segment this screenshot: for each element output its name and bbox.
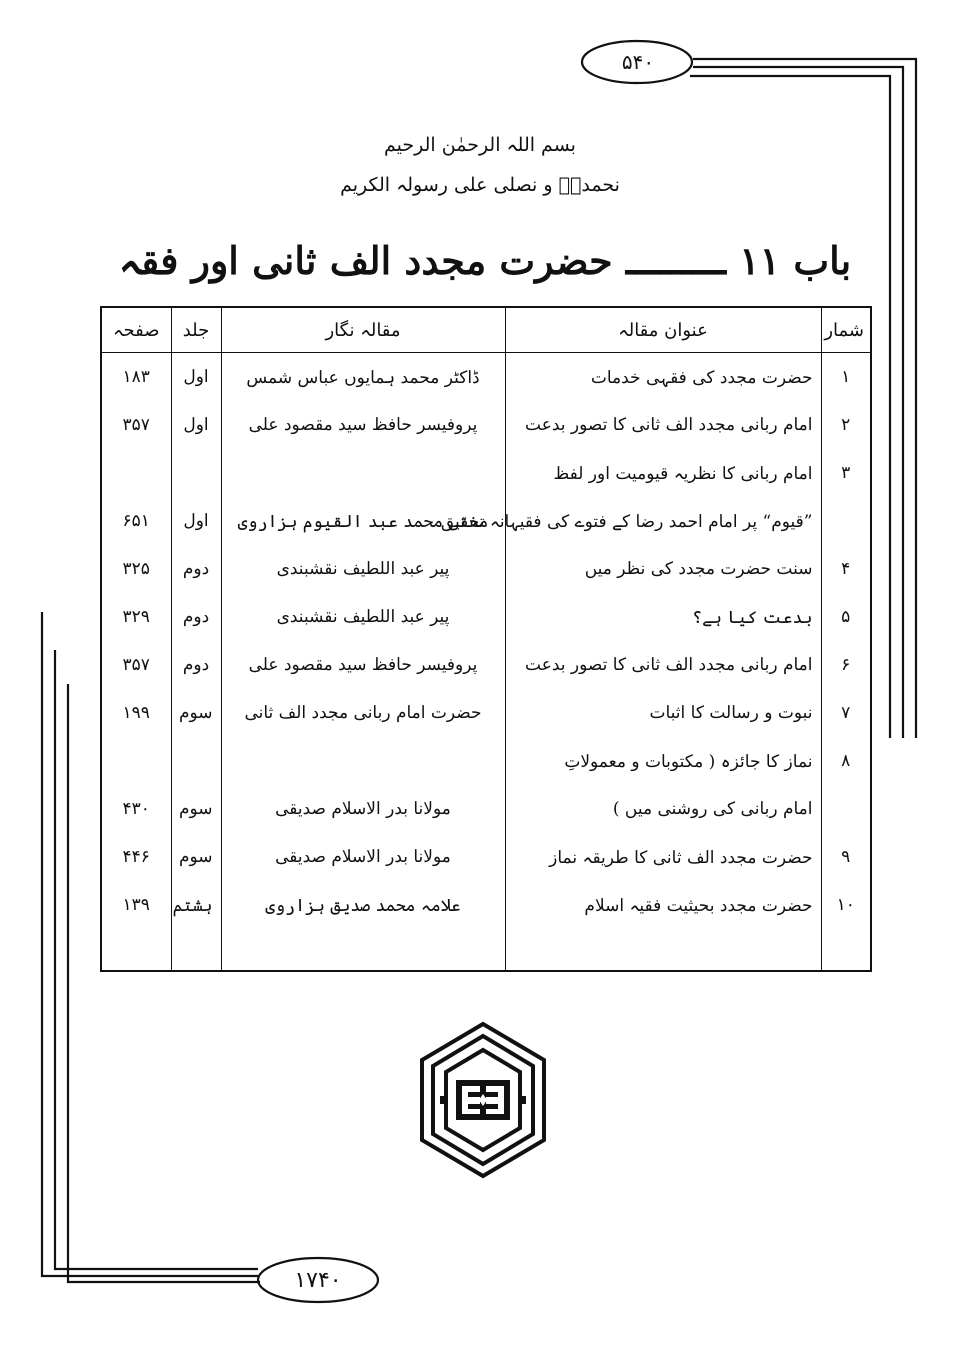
cell-page: ۴۳۰ xyxy=(101,785,171,833)
cell-number: ۱۰ xyxy=(821,881,871,929)
chapter-heading xyxy=(100,238,870,283)
header-number: شمار xyxy=(821,307,871,353)
cell-volume: سوم xyxy=(171,833,221,881)
table-filler-row xyxy=(101,929,871,971)
cell-volume: اول xyxy=(171,497,221,545)
cell-title: امام ربانی کی روشنی میں ) xyxy=(505,785,821,833)
filler-cell xyxy=(101,929,171,971)
filler-cell xyxy=(171,929,221,971)
cell-author xyxy=(221,737,505,785)
cell-title: سنت حضرت مجدد کی نظر میں xyxy=(505,545,821,593)
cell-title: بدعت کیا ہے؟ xyxy=(505,593,821,641)
cell-page: ۱۳۹ xyxy=(101,881,171,929)
cell-author: پروفیسر حافظ سید مقصود علی xyxy=(221,641,505,689)
cell-page: ۱۹۹ xyxy=(101,689,171,737)
cell-number: ۵ xyxy=(821,593,871,641)
cell-title: نماز کا جائزہ ( مکتوبات و معمولاتِ xyxy=(505,737,821,785)
cell-volume: دوم xyxy=(171,593,221,641)
cell-page: ۱۸۳ xyxy=(101,353,171,402)
table-row xyxy=(101,497,871,545)
cell-page xyxy=(101,449,171,497)
cell-author xyxy=(221,449,505,497)
header-volume: جلد xyxy=(171,307,221,353)
cell-author: پیر عبد اللطیف نقشبندی xyxy=(221,593,505,641)
cell-volume: دوم xyxy=(171,545,221,593)
cell-title: نبوت و رسالت کا اثبات xyxy=(505,689,821,737)
kufic-hexagon-emblem-icon xyxy=(416,1020,550,1180)
cell-number: ۱ xyxy=(821,353,871,402)
cell-number: ۴ xyxy=(821,545,871,593)
cell-number: ۸ xyxy=(821,737,871,785)
chapter-label: باب ۱۱ xyxy=(739,238,852,283)
cell-number xyxy=(821,785,871,833)
header-author: مقالہ نگار xyxy=(221,307,505,353)
cell-number: ۶ xyxy=(821,641,871,689)
articles-table xyxy=(100,306,872,972)
table-header-row xyxy=(101,307,871,353)
cell-title: حضرت مجدد کی فقہی خدمات xyxy=(505,353,821,402)
filler-cell xyxy=(221,929,505,971)
cell-title: حضرت مجدد بحیثیت فقیہ اسلام xyxy=(505,881,821,929)
table-row xyxy=(101,785,871,833)
cell-author: ڈاکٹر محمد ہمایوں عباس شمس xyxy=(221,353,505,402)
chapter-title: حضرت مجدد الف ثانی اور فقہ xyxy=(118,238,613,283)
filler-cell xyxy=(505,929,821,971)
table-row xyxy=(101,401,871,449)
cell-title: امام ربانی مجدد الف ثانی کا تصور بدعت xyxy=(505,401,821,449)
cell-title: امام ربانی مجدد الف ثانی کا تصور بدعت xyxy=(505,641,821,689)
cell-page: ۳۵۷ xyxy=(101,641,171,689)
cell-author: پیر عبد اللطیف نقشبندی xyxy=(221,545,505,593)
cell-page xyxy=(101,737,171,785)
header-title: عنوان مقالہ xyxy=(505,307,821,353)
cell-volume xyxy=(171,449,221,497)
salutation: نحمدہٗ و نصلی علی رسولہ الکریم xyxy=(340,174,620,196)
cell-volume: دوم xyxy=(171,641,221,689)
chapter-dash: ـــــــــ xyxy=(625,238,727,283)
cell-volume: ہشتم xyxy=(171,881,221,929)
cell-title: امام ربانی کا نظریہ قیومیت اور لفظ xyxy=(505,449,821,497)
cell-number: ۹ xyxy=(821,833,871,881)
cell-volume: سوم xyxy=(171,785,221,833)
table-row xyxy=(101,353,871,402)
cell-page: ۳۲۵ xyxy=(101,545,171,593)
cell-author: علامہ محمد صدیق ہزاروی xyxy=(221,881,505,929)
cell-author: مولانا بدر الاسلام صدیقی xyxy=(221,785,505,833)
cell-title: ”قیوم“ پر امام احمد رضا کے فتوے کی فقیہانہ تحقیق xyxy=(505,497,821,545)
cell-volume: اول xyxy=(171,401,221,449)
cell-author: مفتی محمد عبد القیوم ہزاروی xyxy=(221,497,505,545)
table-row xyxy=(101,689,871,737)
cell-number xyxy=(821,497,871,545)
cell-volume: اول xyxy=(171,353,221,402)
page-number-bottom: ۱۷۴۰ xyxy=(294,1267,342,1293)
cell-title: حضرت مجدد الف ثانی کا طریقہ نماز xyxy=(505,833,821,881)
cell-page: ۶۵۱ xyxy=(101,497,171,545)
cell-page: ۴۴۶ xyxy=(101,833,171,881)
cell-page: ۳۵۷ xyxy=(101,401,171,449)
header-page: صفحہ xyxy=(101,307,171,353)
cell-author: مولانا بدر الاسلام صدیقی xyxy=(221,833,505,881)
filler-cell xyxy=(821,929,871,971)
table-row xyxy=(101,881,871,929)
cell-page: ۳۲۹ xyxy=(101,593,171,641)
table-row xyxy=(101,449,871,497)
table-row xyxy=(101,545,871,593)
cell-author: پروفیسر حافظ سید مقصود علی xyxy=(221,401,505,449)
table-row xyxy=(101,593,871,641)
table-row xyxy=(101,641,871,689)
cell-volume xyxy=(171,737,221,785)
bismillah: بسم اللہ الرحمٰن الرحیم xyxy=(384,134,576,156)
cell-volume: سوم xyxy=(171,689,221,737)
cell-number: ۳ xyxy=(821,449,871,497)
cell-number: ۲ xyxy=(821,401,871,449)
table-row xyxy=(101,737,871,785)
cell-number: ۷ xyxy=(821,689,871,737)
cell-author: حضرت امام ربانی مجدد الف ثانی xyxy=(221,689,505,737)
page-number-top: ۵۴۰ xyxy=(621,50,655,74)
table-row xyxy=(101,833,871,881)
